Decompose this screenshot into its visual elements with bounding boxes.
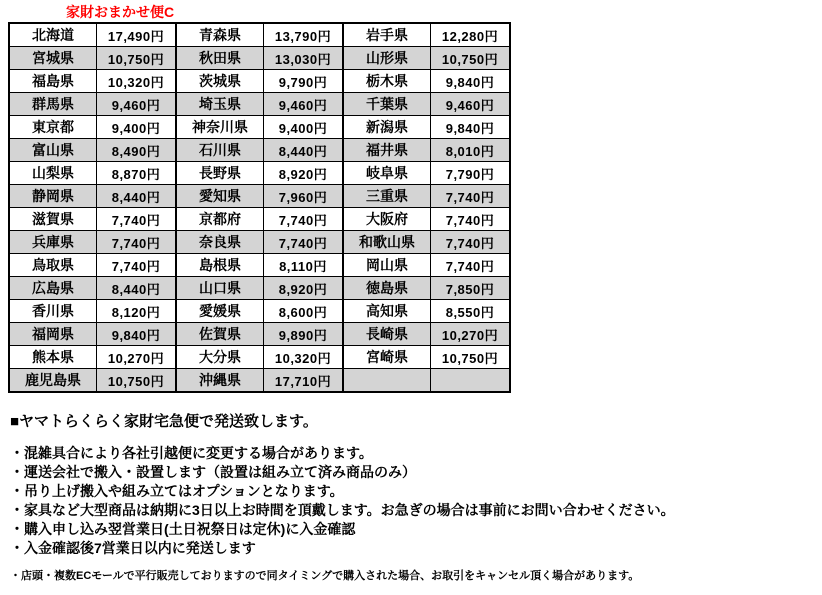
- prefecture-cell: 山口県: [176, 277, 264, 300]
- note-bullet: ・吊り上げ搬入や組み立てはオプションとなります。: [10, 483, 344, 499]
- price-cell: 7,740円: [431, 231, 511, 254]
- note-bullet: ・入金確認後7営業日以内に発送します: [10, 540, 256, 556]
- table-row: [9, 231, 510, 254]
- prefecture-cell: 埼玉県: [176, 93, 264, 116]
- prefecture-cell: 神奈川県: [176, 116, 264, 139]
- price-cell: 8,920円: [264, 277, 344, 300]
- prefecture-cell: 長野県: [176, 162, 264, 185]
- price-cell: 7,740円: [431, 185, 511, 208]
- price-cell: 8,110円: [264, 254, 344, 277]
- prefecture-cell: 鹿児島県: [9, 369, 97, 393]
- price-cell: 8,440円: [264, 139, 344, 162]
- prefecture-cell: 佐賀県: [176, 323, 264, 346]
- price-cell: 8,550円: [431, 300, 511, 323]
- prefecture-cell: 三重県: [343, 185, 431, 208]
- prefecture-cell: 石川県: [176, 139, 264, 162]
- table-row: [9, 162, 510, 185]
- price-cell: 9,460円: [264, 93, 344, 116]
- price-cell: 9,840円: [431, 70, 511, 93]
- price-cell: 7,790円: [431, 162, 511, 185]
- price-cell: 8,490円: [97, 139, 177, 162]
- price-cell: 7,740円: [97, 254, 177, 277]
- table-row: [9, 346, 510, 369]
- page-title: 家財おまかせ便C: [66, 4, 175, 20]
- prefecture-cell: 和歌山県: [343, 231, 431, 254]
- prefecture-cell: 山形県: [343, 47, 431, 70]
- table-row: [9, 47, 510, 70]
- price-cell: 9,840円: [431, 116, 511, 139]
- table-row: [9, 139, 510, 162]
- price-cell: 17,490円: [97, 23, 177, 47]
- price-cell: 8,010円: [431, 139, 511, 162]
- prefecture-cell: 大分県: [176, 346, 264, 369]
- prefecture-cell: 京都府: [176, 208, 264, 231]
- note-bullet: ・運送会社で搬入・設置します（設置は組み立て済み商品のみ）: [10, 464, 416, 480]
- prefecture-cell: 山梨県: [9, 162, 97, 185]
- prefecture-cell: 茨城県: [176, 70, 264, 93]
- price-cell: 7,740円: [431, 208, 511, 231]
- price-cell: 10,750円: [97, 47, 177, 70]
- note-bullet: ・混雑具合により各社引越便に変更する場合があります。: [10, 445, 373, 461]
- prefecture-cell: 滋賀県: [9, 208, 97, 231]
- price-cell: 10,750円: [431, 346, 511, 369]
- price-cell: 9,840円: [97, 323, 177, 346]
- price-cell: 8,870円: [97, 162, 177, 185]
- prefecture-cell: 千葉県: [343, 93, 431, 116]
- price-cell: 9,400円: [97, 116, 177, 139]
- prefecture-cell: 岡山県: [343, 254, 431, 277]
- price-cell: 10,750円: [97, 369, 177, 393]
- prefecture-cell: 島根県: [176, 254, 264, 277]
- table-row: [9, 300, 510, 323]
- price-cell: 12,280円: [431, 23, 511, 47]
- price-cell: 13,790円: [264, 23, 344, 47]
- price-cell: 8,440円: [97, 185, 177, 208]
- price-cell: 8,600円: [264, 300, 344, 323]
- prefecture-cell: 静岡県: [9, 185, 97, 208]
- price-cell: 8,440円: [97, 277, 177, 300]
- prefecture-cell: 宮崎県: [343, 346, 431, 369]
- price-cell: 8,120円: [97, 300, 177, 323]
- price-cell: [431, 369, 511, 393]
- prefecture-cell: 熊本県: [9, 346, 97, 369]
- prefecture-cell: 青森県: [176, 23, 264, 47]
- table-row: [9, 70, 510, 93]
- price-cell: 9,460円: [97, 93, 177, 116]
- price-cell: 7,740円: [264, 231, 344, 254]
- price-cell: 7,740円: [97, 208, 177, 231]
- prefecture-cell: 長崎県: [343, 323, 431, 346]
- price-cell: 10,320円: [97, 70, 177, 93]
- shipping-notes: [10, 410, 815, 583]
- price-cell: 7,740円: [431, 254, 511, 277]
- table-row: [9, 23, 510, 47]
- price-cell: 7,740円: [97, 231, 177, 254]
- table-row: [9, 208, 510, 231]
- price-cell: 10,320円: [264, 346, 344, 369]
- prefecture-cell: 福岡県: [9, 323, 97, 346]
- prefecture-cell: 新潟県: [343, 116, 431, 139]
- table-row: [9, 254, 510, 277]
- price-cell: 10,270円: [431, 323, 511, 346]
- prefecture-cell: 栃木県: [343, 70, 431, 93]
- note-bullet: ・家具など大型商品は納期に3日以上お時間を頂戴します。お急ぎの場合は事前にお問い合わせください。: [10, 502, 675, 518]
- price-cell: 17,710円: [264, 369, 344, 393]
- prefecture-cell: 沖縄県: [176, 369, 264, 393]
- price-cell: 7,850円: [431, 277, 511, 300]
- prefecture-cell: 鳥取県: [9, 254, 97, 277]
- table-row: [9, 116, 510, 139]
- prefecture-cell: 宮城県: [9, 47, 97, 70]
- shipping-fee-table: [8, 22, 511, 393]
- table-row: [9, 185, 510, 208]
- price-cell: 9,790円: [264, 70, 344, 93]
- note-bullet: ・購入申し込み翌営業日(土日祝祭日は定休)に入金確認: [10, 521, 356, 537]
- price-cell: 9,400円: [264, 116, 344, 139]
- prefecture-cell: 愛知県: [176, 185, 264, 208]
- price-cell: 9,890円: [264, 323, 344, 346]
- prefecture-cell: 福島県: [9, 70, 97, 93]
- prefecture-cell: 岐阜県: [343, 162, 431, 185]
- fee-table-body: [9, 23, 510, 392]
- price-cell: 8,920円: [264, 162, 344, 185]
- prefecture-cell: 東京都: [9, 116, 97, 139]
- price-cell: 10,750円: [431, 47, 511, 70]
- prefecture-cell: [343, 369, 431, 393]
- prefecture-cell: 大阪府: [343, 208, 431, 231]
- price-cell: 10,270円: [97, 346, 177, 369]
- notes-heading: ■ヤマトらくらく家財宅急便で発送致します。: [10, 413, 318, 430]
- prefecture-cell: 香川県: [9, 300, 97, 323]
- prefecture-cell: 高知県: [343, 300, 431, 323]
- prefecture-cell: 広島県: [9, 277, 97, 300]
- prefecture-cell: 福井県: [343, 139, 431, 162]
- price-cell: 9,460円: [431, 93, 511, 116]
- prefecture-cell: 兵庫県: [9, 231, 97, 254]
- notes-footnote: ・店頭・複数ECモールで平行販売しておりますので同タイミングで購入された場合、お取引をキャンセル頂く場合があります。: [10, 570, 640, 582]
- table-row: [9, 323, 510, 346]
- prefecture-cell: 北海道: [9, 23, 97, 47]
- price-cell: 13,030円: [264, 47, 344, 70]
- table-row: [9, 277, 510, 300]
- prefecture-cell: 徳島県: [343, 277, 431, 300]
- prefecture-cell: 秋田県: [176, 47, 264, 70]
- prefecture-cell: 岩手県: [343, 23, 431, 47]
- prefecture-cell: 愛媛県: [176, 300, 264, 323]
- prefecture-cell: 群馬県: [9, 93, 97, 116]
- price-cell: 7,960円: [264, 185, 344, 208]
- prefecture-cell: 奈良県: [176, 231, 264, 254]
- table-row: [9, 369, 510, 393]
- table-row: [9, 93, 510, 116]
- prefecture-cell: 富山県: [9, 139, 97, 162]
- price-cell: 7,740円: [264, 208, 344, 231]
